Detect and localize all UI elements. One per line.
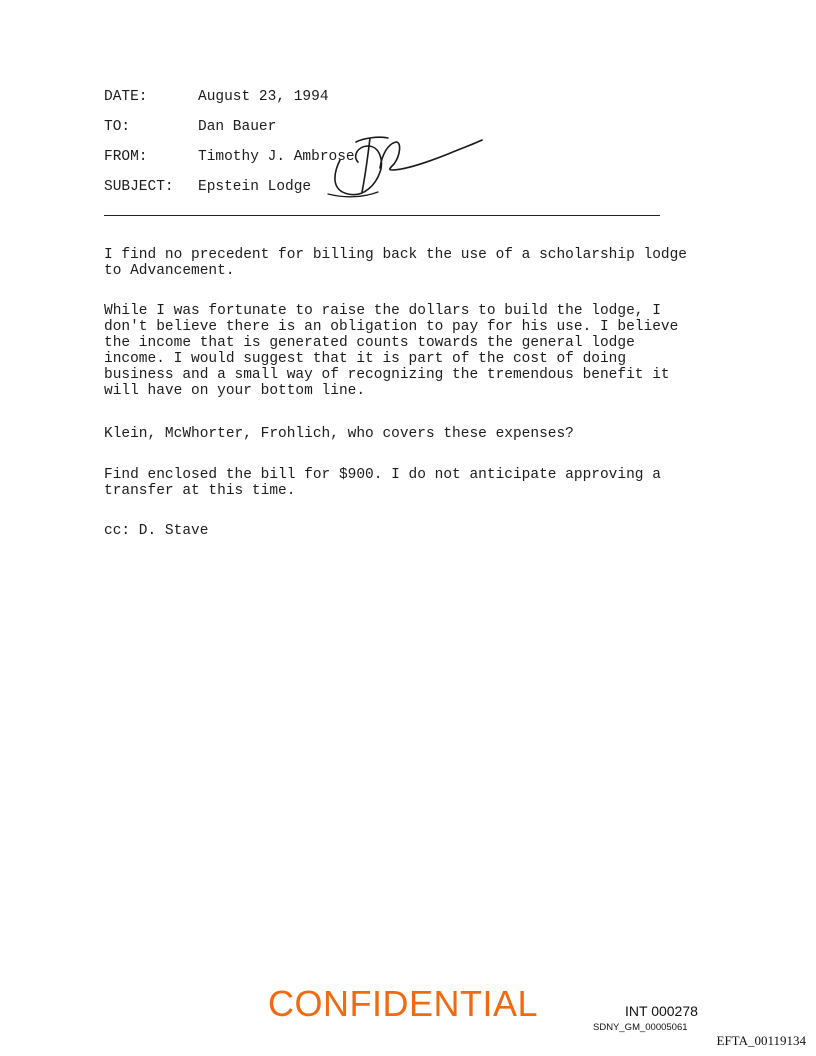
from-label: FROM: <box>104 149 148 165</box>
to-value: Dan Bauer <box>198 119 277 135</box>
signature-initials-icon <box>318 132 488 202</box>
to-label: TO: <box>104 119 131 135</box>
body-paragraph-1: I find no precedent for billing back the use of a scholarship lodge to Advancement. <box>104 247 687 279</box>
sdny-bates-number: SDNY_GM_00005061 <box>593 1022 688 1033</box>
confidential-stamp: CONFIDENTIAL <box>268 983 539 1024</box>
subject-label: SUBJECT: <box>104 179 174 195</box>
from-value: Timothy J. Ambrose <box>198 149 355 165</box>
header-divider <box>104 215 660 216</box>
int-bates-number: INT 000278 <box>625 1003 698 1019</box>
date-value: August 23, 1994 <box>198 89 329 105</box>
date-label: DATE: <box>104 89 148 105</box>
body-paragraph-4: Find enclosed the bill for $900. I do not anticipate approving a transfer at this time. <box>104 467 661 499</box>
body-paragraph-2: While I was fortunate to raise the dollars to build the lodge, I don't believe there is an obligation to pay for his use. I believe the income that is generated counts towards the general lodge income. I would suggest that it is part of the cost of doing business and a small way of recognizing the tremendous benefit it will have on your bottom line. <box>104 303 679 399</box>
cc-line: cc: D. Stave <box>104 523 209 539</box>
subject-value: Epstein Lodge <box>198 179 312 195</box>
body-paragraph-3: Klein, McWhorter, Frohlich, who covers these expenses? <box>104 426 574 442</box>
efta-number: EFTA_00119134 <box>716 1033 806 1048</box>
